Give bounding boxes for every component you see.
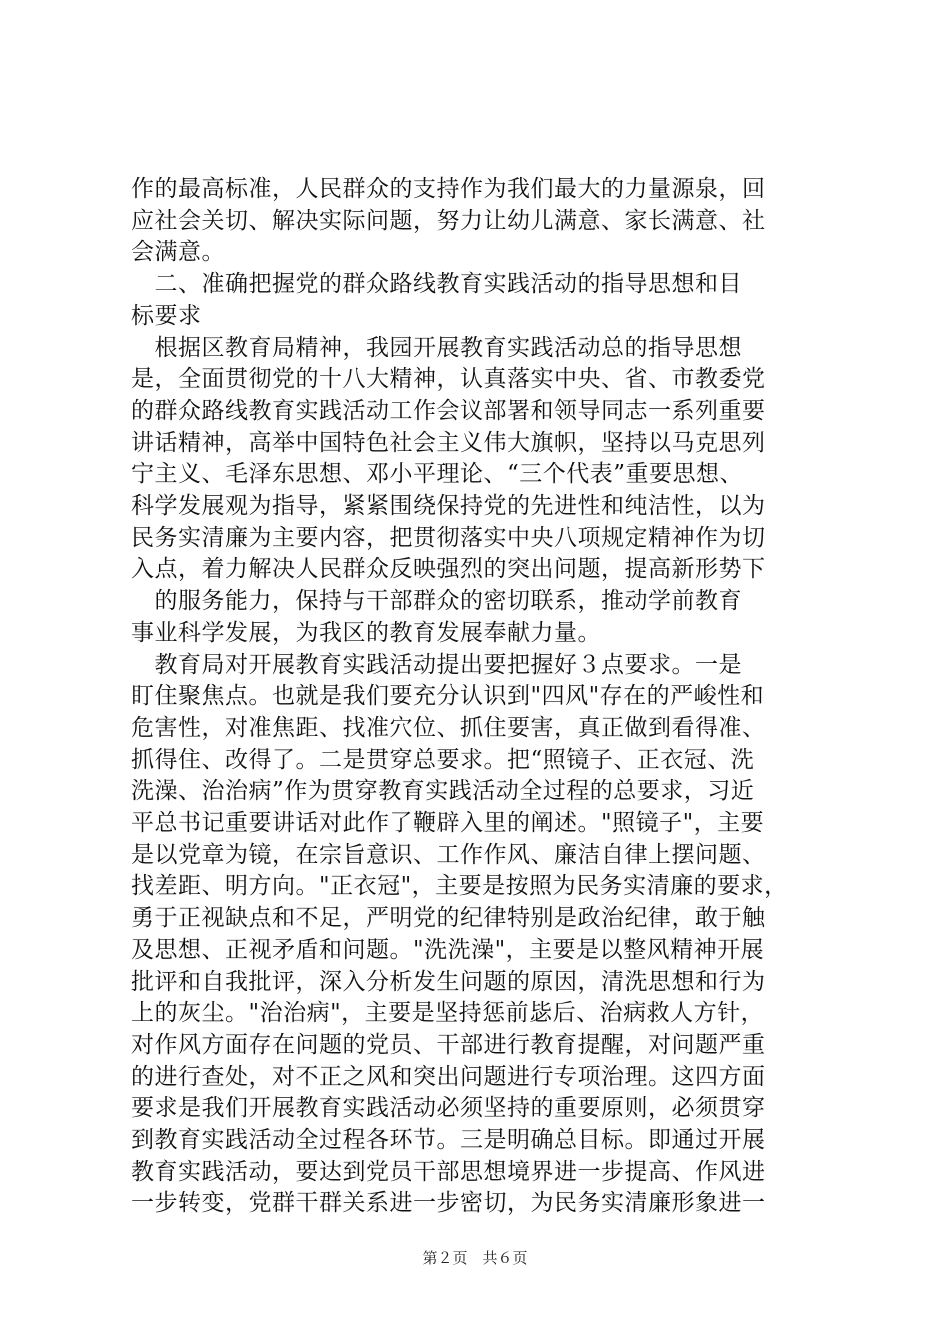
- text-line: 科学发展观为指导，紧紧围绕保持党的先进性和纯洁性，以为: [131, 493, 766, 519]
- text-line: 批评和自我批评，深入分析发生问题的原因，清洗思想和行为: [131, 968, 766, 995]
- text-line: 应社会关切、解决实际问题，努力让幼儿满意、家长满意、社: [131, 207, 766, 234]
- text-line: 宁主义、毛泽东思想、邓小平理论、“三个代表”重要思想、: [131, 461, 744, 488]
- text-line: 的服务能力，保持与干部群众的密切联系，推动学前教育: [131, 588, 742, 615]
- text-line: 上的灰尘。"治治病"，主要是坚持惩前毖后、治病救人方针，: [131, 1000, 765, 1027]
- text-line: 事业科学发展，为我区的教育发展奉献力量。: [131, 619, 601, 646]
- text-line: 到教育实践活动全过程各环节。三是明确总目标。即通过开展: [131, 1127, 766, 1153]
- page-footer: 第２页 共６页: [422, 1249, 528, 1267]
- text-line: 会满意。: [131, 239, 225, 266]
- text-line: 教育实践活动，要达到党员干部思想境界进一步提高、作风进: [131, 1158, 766, 1185]
- text-line: 对作风方面存在问题的党员、干部进行教育提醒，对问题严重: [131, 1031, 766, 1058]
- text-line: 找差距、明方向。"正衣冠"，主要是按照为民务实清廉的要求，: [131, 873, 788, 900]
- text-line: 盯住聚焦点。也就是我们要充分认识到"四风"存在的严峻性和: [131, 683, 765, 710]
- text-line: 标要求: [131, 302, 202, 329]
- text-line: 入点，着力解决人民群众反映强烈的突出问题，提高新形势下: [131, 556, 766, 583]
- text-line: 的群众路线教育实践活动工作会议部署和领导同志一系列重要: [131, 397, 766, 424]
- text-line: 及思想、正视矛盾和问题。"洗洗澡"，主要是以整风精神开展: [131, 936, 765, 963]
- text-line: 民务实清廉为主要内容，把贯彻落实中央八项规定精神作为切: [131, 524, 766, 551]
- text-line: 要求是我们开展教育实践活动必须坚持的重要原则，必须贯穿: [131, 1095, 766, 1122]
- text-line: 二、准确把握党的群众路线教育实践活动的指导思想和目: [131, 271, 742, 298]
- text-line: 教育局对开展教育实践活动提出要把握好３点要求。一是: [131, 651, 742, 678]
- text-line: 是，全面贯彻党的十八大精神，认真落实中央、省、市教委党: [131, 366, 766, 393]
- text-line: 讲话精神，高举中国特色社会主义伟大旗帜，坚持以马克思列: [131, 429, 766, 456]
- text-line: 是以党章为镜，在宗旨意识、工作作风、廉洁自律上摆问题、: [131, 841, 766, 868]
- text-line: 洗澡、治治病”作为贯穿教育实践活动全过程的总要求，习近: [131, 778, 755, 805]
- text-line: 平总书记重要讲话对此作了鞭辟入里的阐述。"照镜子"，主要: [131, 810, 765, 836]
- text-line: 作的最高标准，人民群众的支持作为我们最大的力量源泉，回: [131, 176, 766, 202]
- text-line: 根据区教育局精神，我园开展教育实践活动总的指导思想: [131, 334, 742, 361]
- text-line: 一步转变，党群干群关系进一步密切，为民务实清廉形象进一: [131, 1190, 766, 1217]
- text-line: 勇于正视缺点和不足，严明党的纪律特别是政治纪律，敢于触: [131, 905, 766, 932]
- text-line: 危害性，对准焦距、找准穴位、抓住要害，真正做到看得准、: [131, 714, 766, 741]
- text-line: 抓得住、改得了。二是贯穿总要求。把“照镜子、正衣冠、洗: [131, 746, 755, 773]
- text-line: 的进行查处，对不正之风和突出问题进行专项治理。这四方面: [131, 1063, 766, 1090]
